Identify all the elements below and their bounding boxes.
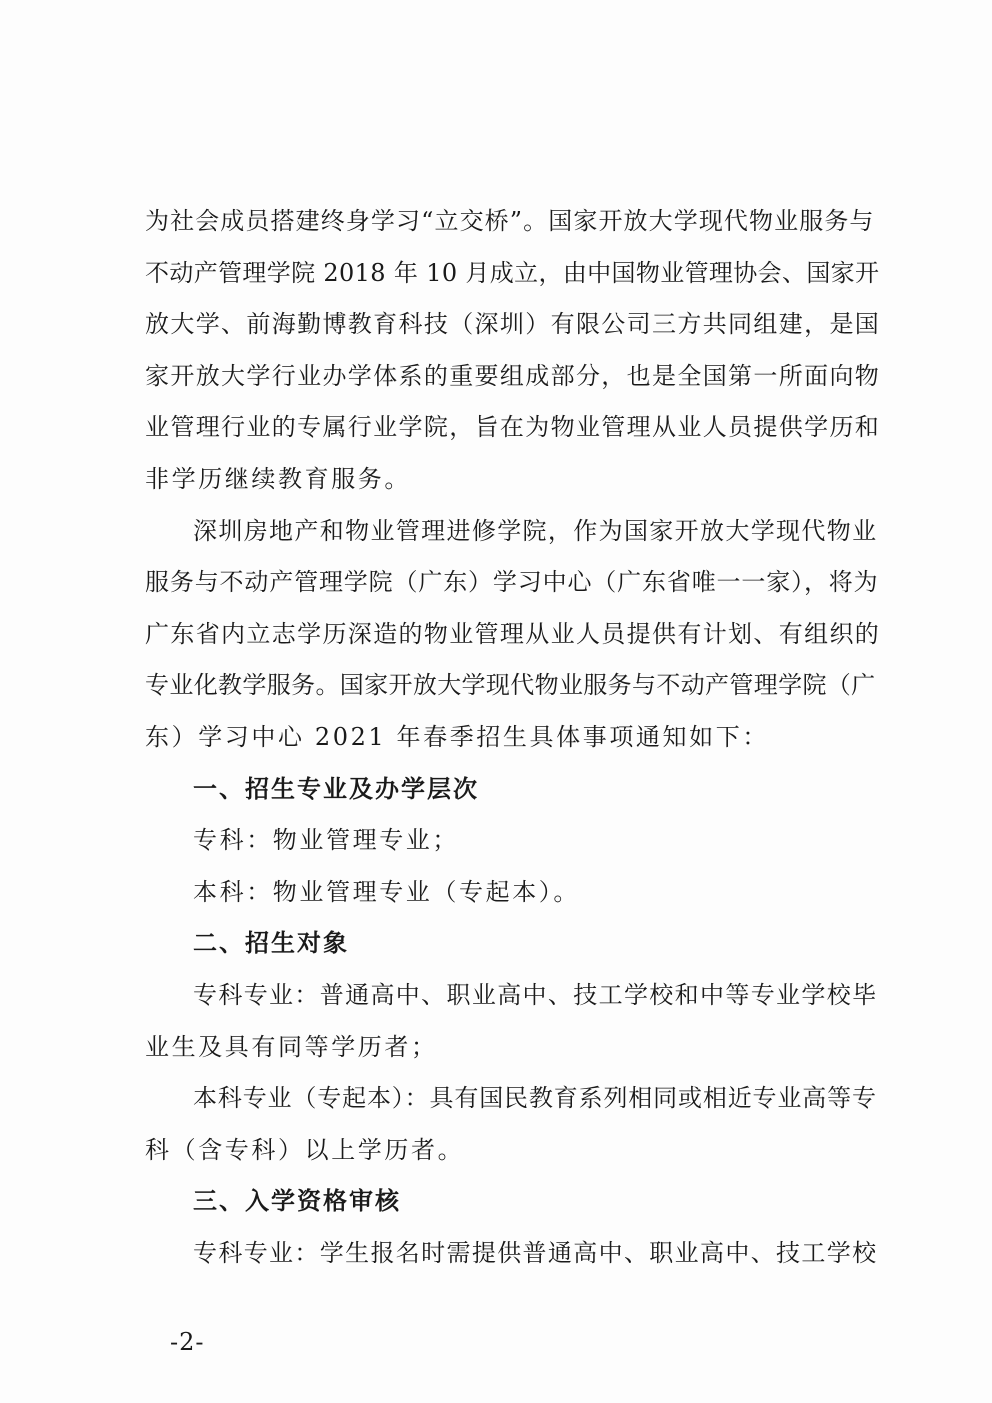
text-line: 业生及具有同等学历者； [145, 1032, 438, 1061]
text-line: 科（含专科）以上学历者。 [145, 1135, 465, 1164]
page-number: -2- [170, 1328, 205, 1356]
text-line: 专科：物业管理专业； [193, 826, 459, 855]
text-line: 为社会成员搭建终身学习“立交桥”。国家开放大学现代物业服务与 [145, 207, 875, 235]
section-heading: 三、入学资格审核 [193, 1187, 401, 1216]
text-line: 业管理行业的专属行业学院，旨在为物业管理从业人员提供学历和 [145, 413, 881, 442]
text-line: 家开放大学行业办学体系的重要组成部分，也是全国第一所面向物 [145, 361, 881, 390]
text-line: 服务与不动产管理学院（广东）学习中心（广东省唯一一家），将为 [145, 568, 879, 597]
text-line: 专业化教学服务。国家开放大学现代物业服务与不动产管理学院（广 [145, 671, 876, 700]
text-line: 专科专业：学生报名时需提供普通高中、职业高中、技工学校 [193, 1238, 878, 1267]
text-line: 不动产管理学院 2018 年 10 月成立，由中国物业管理协会、国家开 [145, 258, 880, 287]
text-line: 放大学、前海勤博教育科技（深圳）有限公司三方共同组建，是国 [145, 310, 881, 339]
text-line: 本科：物业管理专业（专起本）。 [193, 877, 580, 906]
section-heading: 一、招生专业及办学层次 [193, 774, 479, 803]
document-body [145, 196, 880, 1279]
text-line: 非学历继续教育服务。 [145, 464, 411, 493]
text-line: 深圳房地产和物业管理进修学院，作为国家开放大学现代物业 [193, 516, 878, 545]
text-line: 东）学习中心 2021 年春季招生具体事项通知如下： [145, 722, 769, 751]
section-heading: 二、招生对象 [193, 929, 349, 958]
text-line: 广东省内立志学历深造的物业管理从业人员提供有计划、有组织的 [145, 619, 881, 648]
text-line: 专科专业：普通高中、职业高中、技工学校和中等专业学校毕 [193, 980, 878, 1009]
text-line: 本科专业（专起本）：具有国民教育系列相同或相近专业高等专 [193, 1084, 877, 1113]
